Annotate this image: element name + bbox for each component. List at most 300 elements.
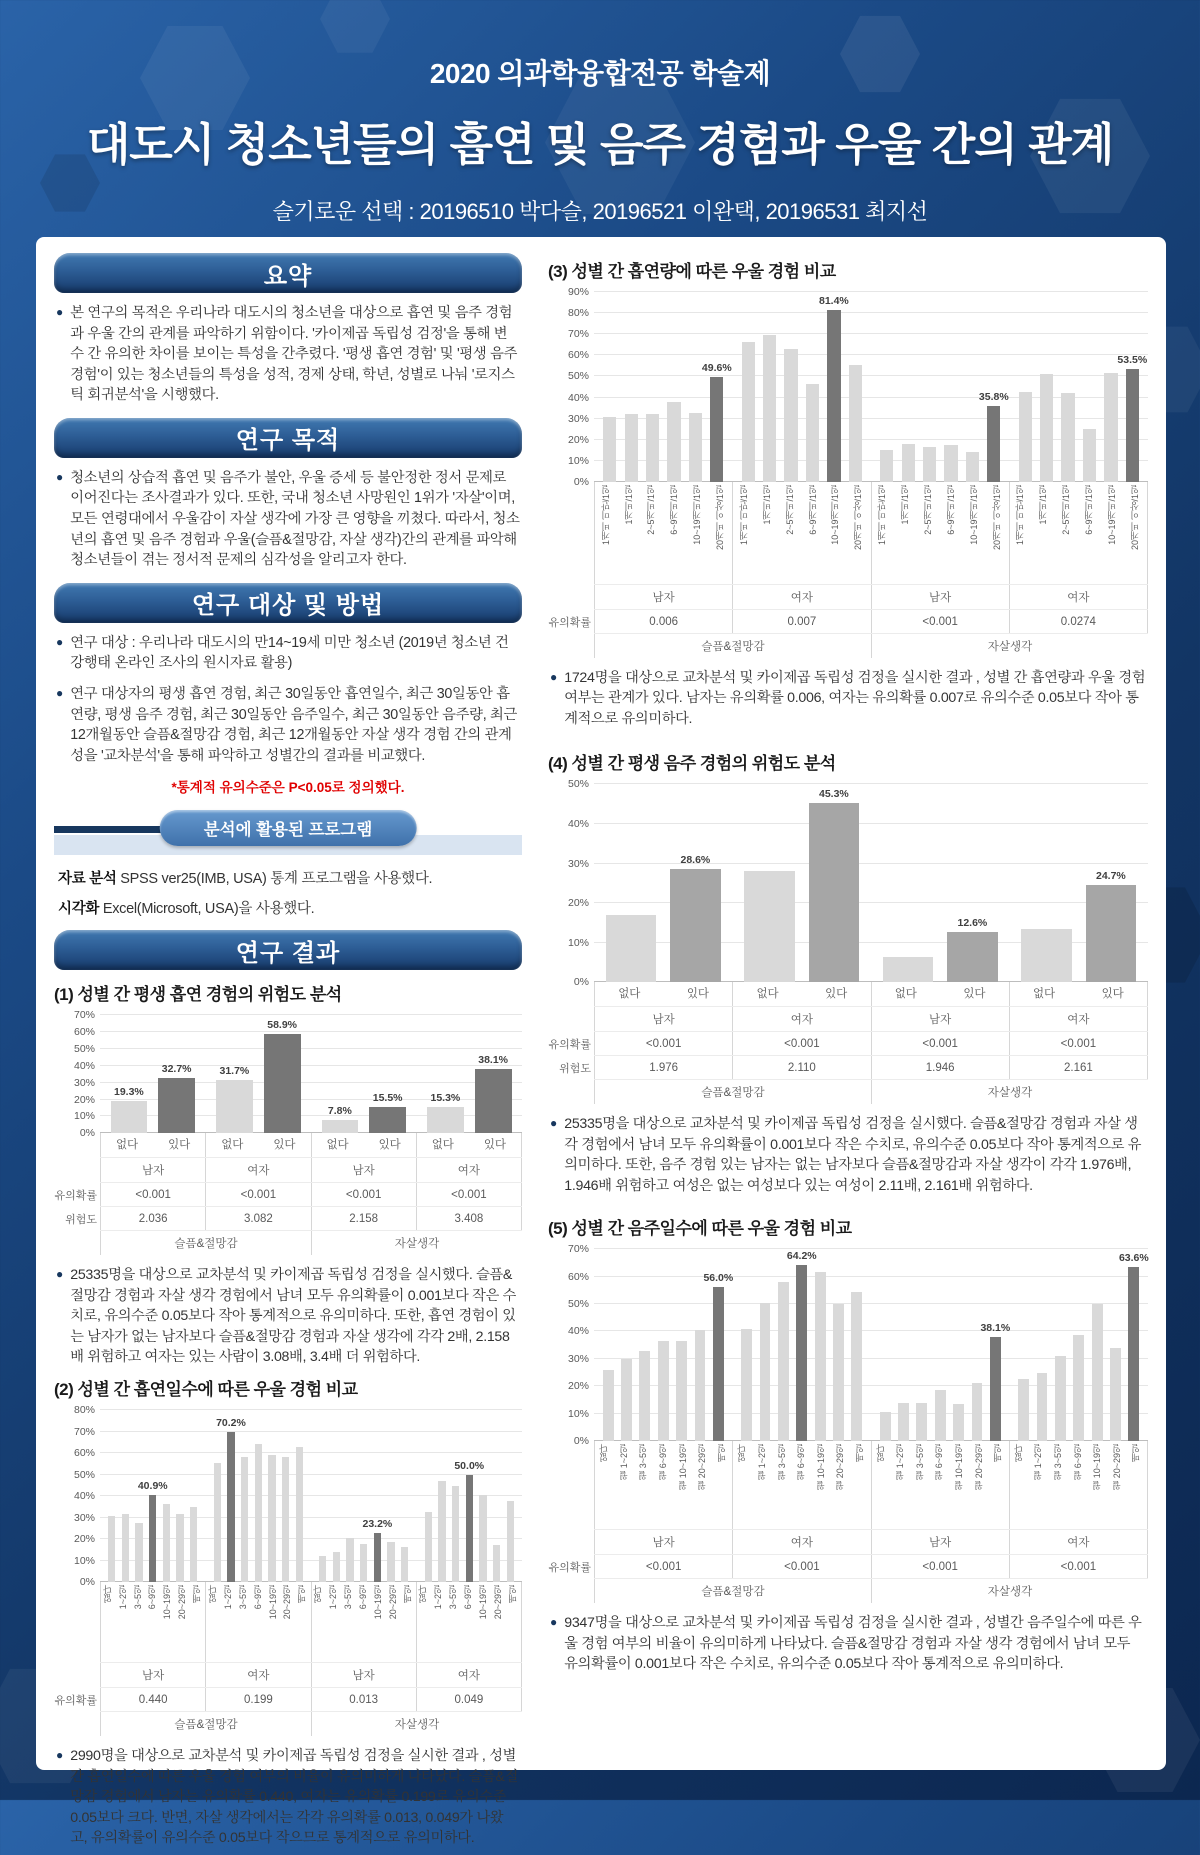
y-axis-tick: 40%: [567, 391, 589, 404]
bar-cell: [267, 1410, 277, 1582]
category-cell: [733, 982, 802, 1006]
category-cell: [161, 1582, 176, 1662]
category-cell: [1078, 482, 1101, 584]
y-axis-tick: 20%: [567, 1380, 589, 1393]
bar: [1126, 369, 1139, 482]
bar-cell: [437, 1410, 447, 1582]
bar: [646, 414, 659, 482]
pvalue-row-label: 유의확률: [548, 1038, 591, 1051]
category-cell: [792, 1441, 812, 1529]
y-axis-tick: 30%: [73, 1076, 95, 1089]
chart-5-mount: [548, 1214, 1148, 1674]
category-inner: [733, 482, 870, 584]
gender-cell: 남자: [100, 1158, 206, 1182]
program-line-2: 시각화 Excel(Microsoft, USA)을 사용했다.: [58, 901, 315, 918]
bar-value-label: 19.3%: [113, 1085, 144, 1098]
category-cell: [206, 1133, 258, 1157]
y-axis-tick: 10%: [567, 936, 589, 949]
x-axis-label: 20개비 이상/1일: [1129, 485, 1140, 551]
x-axis-label: 없다: [756, 988, 779, 1001]
category-cell: [911, 1441, 931, 1529]
y-axis-tick: 0%: [79, 1127, 95, 1140]
chart-note-text: 25335명을 대상으로 교차분석 및 카이제곱 독립성 검정을 실시했다. 슬픔&절망감 경험과 자살 생각 경험에서 남녀 모두 유의확률이 0.001보다 작은 수치로, 유의수준 0.05보다 작아 통계적으로 유의미하다. 또한, 흡연 경험이 있는 남자가 없는 남자보다 슬픔&절망감 경험과 자살 생각에 각각 2배, 2.158배 위험하고 여자는 있는 사람이 3.08배, 3.4배 더 위험하다.: [70, 1267, 517, 1365]
pvalue-cell: <0.001: [1010, 1032, 1148, 1055]
x-axis-label: 있다: [963, 988, 986, 1001]
bar: [987, 406, 1000, 482]
bar-group: [733, 292, 872, 482]
bar-cell: [601, 1249, 615, 1441]
bar: [621, 1359, 632, 1441]
category-cell: [831, 1441, 851, 1529]
x-axis-label: 1~2일: [117, 1585, 128, 1610]
x-axis-label: 없다: [599, 1444, 610, 1463]
category-inner: [733, 982, 870, 1006]
chart-plot: [73, 1009, 522, 1140]
y-axis-tick: 0%: [573, 976, 589, 989]
risk-cell: 3.408: [417, 1207, 522, 1230]
category-cell: [772, 1441, 792, 1529]
x-axis-label: 없다: [115, 1139, 139, 1152]
bar: [1055, 1356, 1066, 1441]
category-cell: [753, 1441, 773, 1529]
program-line-1: 자료 분석 SPSS ver25(IMB, USA) 통계 프로그램을 사용했다.: [58, 871, 433, 888]
bar-cell: [980, 1249, 1011, 1441]
y-axis-tick: 80%: [73, 1404, 95, 1417]
chart-4: [548, 749, 1148, 1196]
bar-group: [100, 1410, 206, 1582]
bar: [1061, 393, 1074, 482]
y-axis-tick: 90%: [567, 286, 589, 298]
bar-value-label: 7.8%: [327, 1105, 352, 1118]
section-heading-methods: 연구 대상 및 방법: [54, 583, 522, 623]
bar-cell: [758, 1249, 772, 1441]
bar-cell: [1118, 1249, 1149, 1441]
chart-5: [548, 1214, 1148, 1674]
x-axis-label: 1개비/1일: [623, 485, 634, 525]
gender-cell: 여자: [1010, 1530, 1148, 1554]
category-cell: [312, 1582, 327, 1662]
gender-cell: 여자: [733, 585, 871, 609]
bar-cell: [260, 1015, 304, 1133]
bar: [778, 1282, 789, 1441]
bar-cell: [978, 292, 1009, 482]
bar-cell: [332, 1410, 342, 1582]
y-axis-tick: 20%: [567, 433, 589, 446]
bar-value-label: 32.7%: [161, 1063, 192, 1076]
bar: [883, 957, 934, 983]
methods-bullet-1: ● 연구 대상 : 우리나라 대도시의 만14~19세 미만 청소년 (2019년 청소년 건강행태 온라인 조사의 원시자료 활용): [56, 633, 520, 674]
x-axis-label: 없다: [1032, 988, 1056, 1001]
category-inner: [872, 982, 1009, 1006]
x-axis-label: 20~29일: [492, 1585, 503, 1620]
pvalue-row-label: 유의확률: [548, 1561, 591, 1574]
bar-group: [1010, 784, 1149, 982]
bar: [1018, 1379, 1029, 1441]
bar-cell: [155, 1015, 199, 1133]
section-cell: 자살생각: [394, 1238, 440, 1251]
gender-cell: 남자: [594, 1530, 733, 1554]
section-row: [594, 1080, 1148, 1104]
bar: [827, 310, 840, 482]
bar: [658, 1341, 669, 1441]
category-group-cell: [594, 982, 733, 1006]
bar-cell: [213, 1410, 223, 1582]
bar-cell: [899, 292, 916, 482]
category-inner: [101, 1133, 205, 1157]
chart-plot: [73, 1404, 522, 1589]
category-cell: [986, 482, 1009, 584]
category-cell: [469, 1133, 521, 1157]
section-row: [594, 634, 1148, 658]
risk-cell: 2.110: [733, 1056, 871, 1079]
x-axis-label: 20~29일: [387, 1585, 398, 1620]
x-axis-label: 3~5일: [237, 1585, 248, 1610]
chart-table: [54, 1582, 522, 1736]
y-axis-tick: 60%: [73, 1026, 95, 1039]
category-group-cell: [594, 1441, 733, 1529]
bar-cell: [786, 1249, 817, 1441]
pvalue-cell: <0.001 유의확률: [594, 1555, 733, 1578]
category-group-cell: [1010, 482, 1148, 584]
category-group-cell: [733, 1441, 871, 1529]
category-label-row: [594, 1441, 1148, 1530]
category-cell: [687, 482, 710, 584]
x-axis-label: 20개비 이상/1일: [715, 485, 726, 551]
category-inner: [417, 1582, 521, 1662]
category-group-cell: [872, 482, 1010, 584]
x-axis-label: 6~9일: [357, 1585, 368, 1610]
bar-cell: [451, 1410, 461, 1582]
y-axis-tick: 40%: [73, 1490, 95, 1503]
category-cell: [891, 1441, 911, 1529]
category-cell: [872, 482, 895, 584]
risk-row: [559, 1056, 1148, 1080]
bar-cell: [1053, 1249, 1067, 1441]
x-axis-label: 없다: [894, 988, 917, 1001]
chart-note: [550, 668, 1146, 729]
bar-cell: [162, 1410, 172, 1582]
y-axis-tick: 0%: [573, 1435, 589, 1448]
x-axis-label: 월 20~29일: [835, 1444, 846, 1490]
bar: [507, 1501, 514, 1583]
bar: [122, 1514, 129, 1583]
category-cell: [779, 482, 802, 584]
x-axis-label: 20개비 이상/1일: [853, 485, 864, 551]
category-inner: [101, 1582, 205, 1662]
category-cell: [1088, 1441, 1108, 1529]
pvalue-cell: <0.001 유의확률: [100, 1183, 206, 1206]
bar-value-label: 38.1%: [478, 1054, 509, 1067]
gender-row: [594, 585, 1148, 610]
bar-cell: [424, 1410, 434, 1582]
bar-cell: [619, 1249, 633, 1441]
chart-table: [548, 482, 1148, 658]
pvalue-cell: 0.0274: [1010, 610, 1148, 633]
bars-row: [594, 1249, 1148, 1441]
bar: [849, 365, 862, 482]
category-cell: [950, 1441, 970, 1529]
chart-note: [56, 1746, 520, 1848]
category-cell: [236, 1582, 251, 1662]
category-cell: [206, 1582, 221, 1662]
category-cell: [1101, 482, 1124, 584]
gender-row: [100, 1158, 522, 1183]
category-cell: [371, 1582, 386, 1662]
bar-cell: [366, 1015, 410, 1133]
x-axis-label: 월 10~19일: [677, 1444, 688, 1490]
bar-cell: [454, 1410, 485, 1582]
x-axis-label: 월 10~19일: [1092, 1444, 1103, 1490]
category-cell: [595, 482, 618, 584]
bar-cell: [107, 1410, 117, 1582]
x-axis-label: 월 1~2일: [756, 1444, 767, 1480]
x-axis-label: 3~5일: [132, 1585, 143, 1610]
bar-cell: [134, 1410, 144, 1582]
bar: [603, 417, 616, 482]
bar-cell: [121, 1410, 131, 1582]
x-axis-label: 월 1~2일: [1033, 1444, 1044, 1480]
y-axis-tick: 10%: [73, 1554, 95, 1567]
bar-cell: [942, 292, 959, 482]
x-axis-label: 6~9일: [147, 1585, 158, 1610]
section-cell: 슬픔&절망감: [100, 1712, 312, 1736]
bullet-icon: ●: [550, 670, 558, 684]
category-cell: [872, 982, 941, 1006]
category-label-row: [594, 982, 1148, 1007]
category-cell: [1049, 1441, 1069, 1529]
x-axis-label: 6~9개비/1일: [807, 485, 818, 535]
category-cell: [386, 1582, 401, 1662]
bar: [880, 1412, 891, 1441]
x-axis-label: 매일: [402, 1585, 413, 1604]
bar: [676, 1341, 687, 1441]
gender-cell: 남자: [594, 1007, 733, 1031]
x-axis-label: 매일: [854, 1444, 865, 1463]
risk-row: [65, 1207, 522, 1231]
y-axis-tick: 70%: [567, 328, 589, 341]
bar: [346, 1538, 353, 1582]
category-cell: [326, 1582, 341, 1662]
x-axis-label: 월 10~19일: [815, 1444, 826, 1490]
y-axis-tick: 30%: [567, 857, 589, 870]
summary-paragraph: ● 본 연구의 목적은 우리나라 대도시의 청소년을 대상으로 흡연 및 음주 경험과 우울 간의 관계를 파악하기 위함이다. '카이제곱 독립성 검정'을 통해 변수 간 유의한 차이를 보이는 특성을 간추렸다. '평생 흡연 경험' 및 '평생 음주 경험'이 있는 청소년들의 특성을 성적, 경제 상태, 학년, 성별로 나눠 '로지스틱 회귀분석'을 시행했다.: [56, 303, 520, 406]
category-cell: [1124, 482, 1147, 584]
category-inner: [417, 1133, 521, 1157]
x-axis-label: 1~2일: [328, 1585, 339, 1610]
bar: [108, 1516, 115, 1583]
pvalue-row: [54, 1183, 522, 1207]
bar: [282, 1457, 289, 1583]
bar: [990, 1337, 1001, 1442]
bar: [360, 1544, 367, 1583]
bar: [135, 1523, 142, 1582]
bar-value-label: 53.5%: [1117, 354, 1148, 367]
bar-value-label: 70.2%: [216, 1416, 246, 1429]
category-cell: [1033, 482, 1056, 584]
bar: [947, 932, 998, 982]
y-axis-tick: 30%: [567, 412, 589, 425]
bar-cell: [1081, 784, 1141, 982]
category-cell: [461, 1582, 476, 1662]
category-cell: [664, 982, 733, 1006]
bar: [784, 349, 797, 482]
category-group-cell: [417, 1582, 522, 1662]
bar-cell: [804, 292, 821, 482]
gender-cell: 여자: [417, 1158, 522, 1182]
category-group-cell: [733, 982, 871, 1006]
bar-cell: [294, 1410, 304, 1582]
category-group-cell: [206, 1582, 311, 1662]
x-axis-label: 없다: [313, 1585, 324, 1604]
bar: [387, 1542, 394, 1583]
bar-cell: [964, 292, 981, 482]
bar-cell: [318, 1015, 362, 1133]
category-cell: [917, 482, 940, 584]
y-axis-tick: 60%: [73, 1447, 95, 1460]
bar: [369, 1107, 406, 1133]
bar: [898, 1403, 909, 1441]
category-cell: [595, 1441, 615, 1529]
bar: [953, 1404, 964, 1441]
category-cell: [266, 1582, 281, 1662]
category-cell: [940, 482, 963, 584]
category-cell: [312, 1133, 364, 1157]
section-cell: 자살생각: [394, 1719, 440, 1732]
x-axis-label: 없다: [737, 1444, 748, 1463]
bar: [1092, 1304, 1103, 1441]
bar: [625, 414, 638, 482]
x-axis-label: 10~19일: [162, 1585, 173, 1620]
bar-cell: [359, 1410, 369, 1582]
category-group-cell: [872, 982, 1010, 1006]
pvalue-row: [548, 610, 1148, 634]
bar-value-label: 45.3%: [818, 787, 849, 800]
bar: [149, 1495, 156, 1583]
bar-cell: [189, 1410, 199, 1582]
bar-cell: [638, 1249, 652, 1441]
bar-cell: [782, 292, 799, 482]
bullet-icon: ●: [56, 634, 64, 649]
category-group-cell: [312, 1582, 417, 1662]
x-axis-label: 월 10~19일: [954, 1444, 965, 1490]
section-cell: 자살생각: [987, 1087, 1033, 1100]
pvalue-cell: 0.007: [733, 610, 871, 633]
gender-cell: 여자: [1010, 585, 1148, 609]
chart-note-text: 2990명을 대상으로 교차분석 및 카이제곱 독립성 검정을 실시한 결과 , 성별 간 흡연일수에 따른 우울 경험 여부의 비율이 유의미하게 나타났다. 슬픔&절망감 경험에서 남자는 유의확률 0.440, 여자는 유의확률 0.199로 유의수준 0.05보다 크다. 반면, 자살 생각에서는 각각 유의확률 0.013, 0.049가 나왔고, 유의확률이 유의수준 0.05보다 작으므로 통계적으로 유의미하다.: [70, 1748, 518, 1847]
bar: [916, 1403, 927, 1441]
chart-note: [550, 1613, 1146, 1674]
bullet-icon: ●: [56, 1267, 64, 1282]
x-axis-label: 매일: [1131, 1444, 1142, 1463]
pvalue-cell: <0.001: [312, 1183, 417, 1206]
category-cell: [970, 1441, 990, 1529]
category-cell: [894, 482, 917, 584]
category-cell: [506, 1582, 521, 1662]
category-cell: [1078, 982, 1147, 1006]
y-axis-tick: 80%: [567, 307, 589, 320]
category-cell: [153, 1133, 205, 1157]
x-axis-label: 6~9일: [463, 1585, 474, 1610]
category-cell: [1029, 1441, 1049, 1529]
bar: [1040, 374, 1053, 482]
category-group-cell: [733, 482, 871, 584]
category-cell: [447, 1582, 462, 1662]
bar-group: [417, 1410, 523, 1582]
x-axis-label: 6~9개비/1일: [945, 485, 956, 535]
bar-cell: [1081, 292, 1098, 482]
x-axis-label: 10~19일: [267, 1585, 278, 1620]
category-group-cell: [872, 1441, 1010, 1529]
bar-cell: [878, 784, 938, 982]
bar-cell: [253, 1410, 263, 1582]
pvalue-row-label: 유의확률: [54, 1189, 97, 1202]
bar-value-label: 81.4%: [819, 295, 849, 308]
bar-value-label: 15.3%: [430, 1092, 461, 1105]
category-cell: [1069, 1441, 1089, 1529]
bar: [475, 1069, 512, 1133]
bar-cell: [644, 292, 661, 482]
bar: [1019, 392, 1032, 482]
category-cell: [1108, 1441, 1128, 1529]
y-axis-tick: 50%: [567, 1297, 589, 1310]
bar-group: [594, 292, 733, 482]
chart-plot: [567, 778, 1148, 989]
y-axis-tick: 50%: [73, 1468, 95, 1481]
y-axis-tick: 10%: [567, 454, 589, 467]
bar: [479, 1495, 486, 1582]
x-axis-label: 10~19일: [372, 1585, 383, 1620]
category-cell: [146, 1582, 161, 1662]
bar: [606, 915, 657, 982]
category-cell: [940, 982, 1009, 1006]
y-axis-tick: 70%: [567, 1243, 589, 1256]
significance-note: *통계적 유의수준은 P<0.05로 정의했다.: [171, 780, 405, 796]
bar-cell: [1102, 292, 1119, 482]
category-group-cell: [1010, 1441, 1148, 1529]
x-axis-label: 2~5개비/1일: [922, 485, 933, 535]
x-axis-label: 2~5개비/1일: [784, 485, 795, 535]
bar-value-label: 24.7%: [1095, 869, 1126, 882]
chart-note-text: 25335명을 대상으로 교차분석 및 카이제곱 독립성 검정을 실시했다. 슬픔&절망감 경험과 자살 생각 경험에서 남녀 모두 유의확률이 0.001보다 작은 수치로, 유의수준 0.05보다 작아 통계적으로 유의미하다. 또한, 음주 경험 있는 남자는 없는 남자보다 슬픔&절망감과 자살 생각이 각각 1.976배, 1.946배 위험하고 여성은 없는 여성보다 있는 여성이 2.11배, 2.161배 위험하다.: [564, 1116, 1142, 1194]
x-axis-label: 매일: [297, 1585, 308, 1604]
bar-group: [733, 1249, 872, 1441]
y-axis-tick: 50%: [73, 1042, 95, 1055]
y-axis-tick: 50%: [567, 370, 589, 383]
bar-cell: [1108, 1249, 1122, 1441]
bar: [190, 1507, 197, 1582]
category-cell: [258, 1133, 310, 1157]
x-axis-label: 없다: [431, 1139, 454, 1152]
bar-value-label: 12.6%: [957, 917, 988, 930]
bar-cell: [740, 292, 757, 482]
x-axis-label: 매일: [716, 1444, 727, 1463]
category-cell: [417, 1133, 469, 1157]
category-cell: [432, 1582, 447, 1662]
x-axis-label: 있다: [1101, 988, 1124, 1001]
chart-2: [54, 1375, 522, 1848]
pvalue-cell: <0.001: [872, 610, 1010, 633]
y-axis-tick: 60%: [567, 1270, 589, 1283]
risk-cell: 2.158: [312, 1207, 417, 1230]
bar-group: [206, 1410, 312, 1582]
chart-note-text: 9347명을 대상으로 교차분석 및 카이제곱 독립성 검정을 실시한 결과 , 성별간 음주일수에 따른 우울 경험 여부의 비율이 유의미하게 나타났다. 슬픔&절망감 경험과 자살 생각 경험에서 남녀 모두 유의확률이 0.001보다 작은 수치로, 유의수준 0.05보다 작아 통계적으로 유의미하다.: [564, 1615, 1142, 1672]
chart-note-text: 1724명을 대상으로 교차분석 및 카이제곱 독립성 검정을 실시한 결과 , 성별 간 흡연량과 우울 경험 여부는 관계가 있다. 남자는 유의확률 0.006, 여자는 유의확률 0.007로 유의수준 0.05보다 작아 통계적으로 유의미하다.: [564, 670, 1146, 727]
x-axis-label: 20~29일: [177, 1585, 188, 1620]
category-inner: [206, 1582, 310, 1662]
gender-cell: 남자: [872, 585, 1010, 609]
bar: [1086, 885, 1137, 983]
x-axis-label: 20개비 이상/1일: [991, 485, 1002, 551]
